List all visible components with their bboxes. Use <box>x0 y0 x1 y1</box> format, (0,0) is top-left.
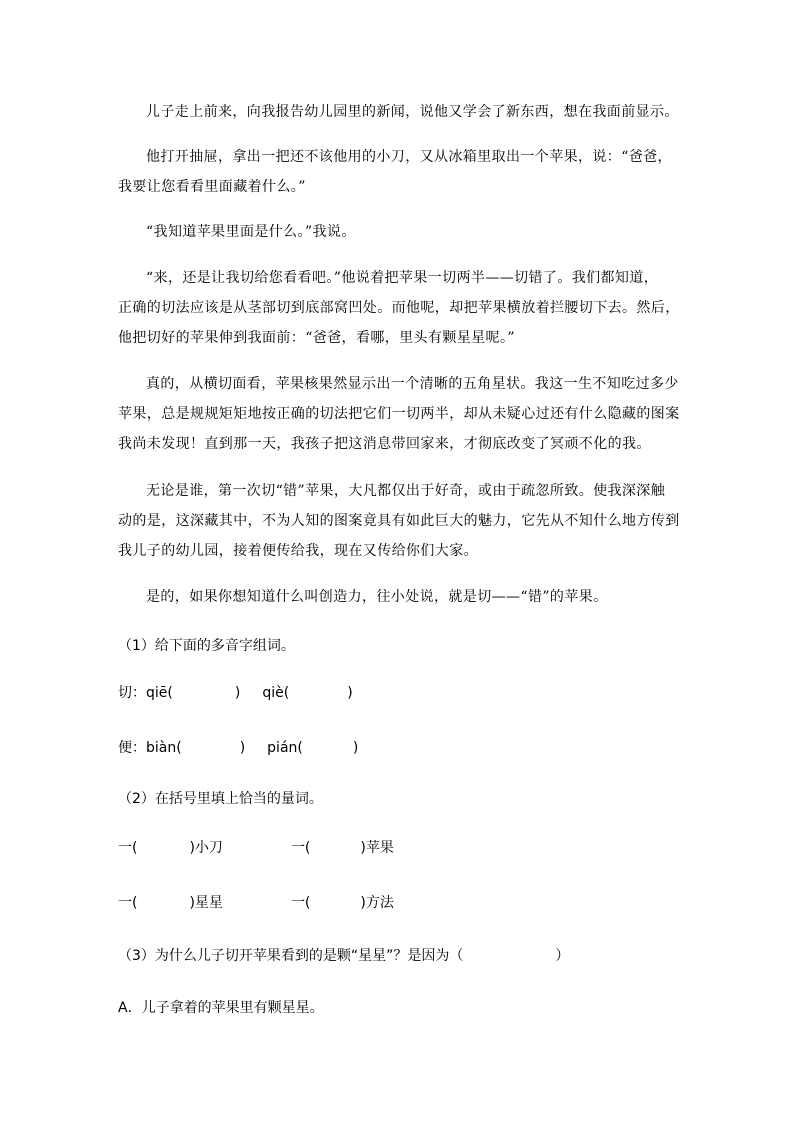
passage-paragraph-2-line-1: 他打开抽屉，拿出一把还不该他用的小刀，又从冰箱里取出一个苹果，说：“爸爸， <box>146 149 672 165</box>
q1-row1-char: 切： <box>118 685 146 701</box>
passage-paragraph-4-line-2: 正确的切法应该是从茎部切到底部窝凹处。而他呢，却把苹果横放着拦腰切下去。然后， <box>118 300 680 316</box>
question-1-title: （1）给下面的多音字组词。 <box>118 638 295 654</box>
question-1-row-2 <box>118 738 358 758</box>
q1-row1-b-open: qiè( <box>262 685 290 701</box>
q2-r1-a-close: )小刀 <box>189 840 223 856</box>
question-3-option-a[interactable]: A．儿子拿着的苹果里有颗星星。 <box>118 1000 324 1016</box>
q1-row2-a-close: ) <box>239 740 246 756</box>
q2-r1-a-open: 一( <box>118 840 138 856</box>
q2-r2-b-close: )方法 <box>360 895 394 911</box>
passage-paragraph-3: “我知道苹果里面是什么。”我说。 <box>146 224 356 240</box>
q3-title-close: ） <box>555 948 570 964</box>
q1-row1-a-close: ) <box>234 685 241 701</box>
q2-r2-a-open: 一( <box>118 895 138 911</box>
q1-row1-b-close: ) <box>347 685 353 701</box>
q3-title-text: （3）为什么儿子切开苹果看到的是颗“星星”？是因为（ <box>118 948 464 964</box>
q1-row1-a-open: qiē( <box>146 685 173 701</box>
q2-r1-b-close: )苹果 <box>360 840 394 856</box>
q2-r2-a-close: )星星 <box>189 895 223 911</box>
passage-paragraph-5-line-2: 苹果，总是规规矩矩地按正确的切法把它们一切两半，却从未疑心过还有什么隐藏的图案 <box>118 406 680 422</box>
q1-row2-b-close: ) <box>352 740 359 756</box>
question-1-row-1 <box>118 683 353 703</box>
passage-paragraph-6-line-1: 无论是谁，第一次切“错”苹果，大凡都仅出于好奇，或由于疏忽所致。使我深深触 <box>146 483 666 499</box>
passage-paragraph-5-line-1: 真的，从横切面看，苹果核果然显示出一个清晰的五角星状。我这一生不知吃过多少 <box>146 376 679 392</box>
q1-row2-b-open: pián( <box>267 740 303 756</box>
passage-paragraph-7: 是的，如果你想知道什么叫创造力，往小处说，就是切——“错”的苹果。 <box>146 589 608 605</box>
passage-paragraph-4-line-3: 他把切好的苹果伸到我面前：“爸爸，看哪，里头有颗星星呢。” <box>118 330 515 346</box>
question-2-row-1 <box>118 838 394 858</box>
passage-paragraph-2-line-2: 我要让您看看里面藏着什么。” <box>118 179 306 195</box>
question-2-row-2 <box>118 893 394 913</box>
passage-paragraph-6-line-2: 动的是，这深藏其中，不为人知的图案竟具有如此巨大的魅力，它先从不知什么地方传到 <box>118 513 680 529</box>
passage-paragraph-4-line-1: “来，还是让我切给您看看吧。”他说着把苹果一切两半——切错了。我们都知道， <box>146 270 659 286</box>
q2-r1-b-open: 一( <box>290 840 311 856</box>
question-2-title: （2）在括号里填上恰当的量词。 <box>118 791 323 807</box>
q2-r2-b-open: 一( <box>290 895 311 911</box>
passage-paragraph-5-line-3: 我尚未发现！直到那一天，我孩子把这消息带回家来，才彻底改变了冥顽不化的我。 <box>118 436 651 452</box>
passage-paragraph-6-line-3: 我儿子的幼儿园，接着便传给我，现在又传给你们大家。 <box>118 543 478 559</box>
question-3-title <box>118 946 569 966</box>
passage-paragraph-1: 儿子走上前来，向我报告幼儿园里的新闻，说他又学会了新东西，想在我面前显示。 <box>146 104 679 120</box>
q1-row2-a-open: biàn( <box>146 740 182 756</box>
q1-row2-char: 便： <box>118 740 146 756</box>
